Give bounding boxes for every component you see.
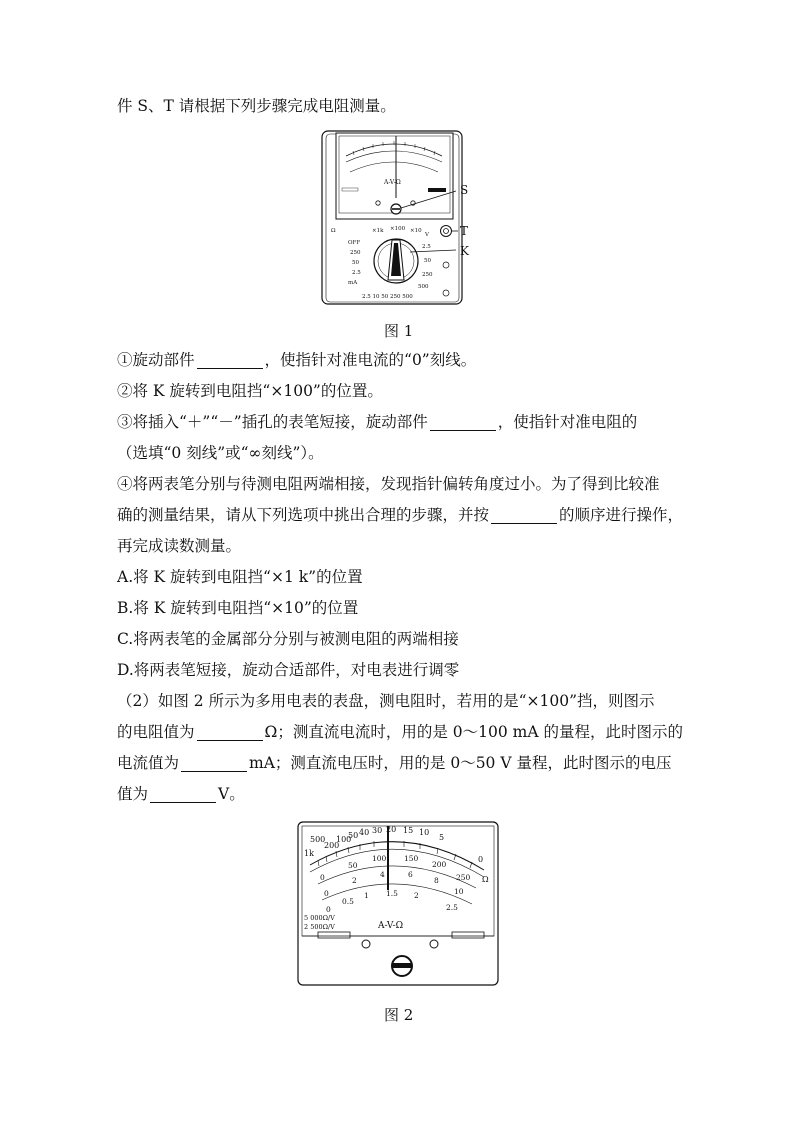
- q2-l4-a: 值为: [117, 785, 149, 803]
- inner-4: 4: [380, 870, 385, 879]
- fig1-label-s: S: [460, 183, 469, 197]
- answer-blank-1[interactable]: [197, 350, 263, 369]
- option-c: C.将两表笔的金属部分分别与被测电阻的两端相接: [117, 630, 459, 648]
- q2-l2-a: 的电阻值为: [117, 723, 195, 741]
- ohm-0: 0: [478, 855, 484, 864]
- inner-0: 0: [324, 889, 329, 898]
- step-4-line2: [117, 500, 684, 531]
- knob-v250: 250: [422, 272, 433, 278]
- mid-200: 200: [432, 860, 447, 869]
- q2-line4: [117, 779, 677, 810]
- knob-x10: ×10: [410, 228, 422, 234]
- q2-line1: （2）如图 2 所示为多用电表的表盘，测电阻时，若用的是“×100”挡，则图示: [117, 692, 655, 710]
- step-3-choice: （选填“0 刻线”或“∞刻线”）。: [117, 444, 324, 462]
- mid-0: 0: [320, 873, 325, 882]
- q2-l4-b: V。: [218, 785, 245, 803]
- knob-x1k: ×1k: [372, 228, 384, 234]
- mid-100: 100: [372, 854, 387, 863]
- option-b: B.将 K 旋转到电阻挡“×10”的位置: [117, 599, 359, 617]
- knob-v50: 50: [424, 258, 431, 264]
- inner-8: 8: [434, 876, 439, 885]
- figure2-meter-face: [296, 820, 502, 988]
- mid-150: 150: [404, 854, 419, 863]
- inner2-25: 2.5: [446, 903, 458, 912]
- knob-ma: mA: [348, 280, 358, 286]
- inner2-15: 1.5: [386, 889, 398, 898]
- step-2: ②将 K 旋转到电阻挡“×100”的位置。: [117, 382, 383, 400]
- mid-250: 250: [456, 873, 471, 882]
- answer-blank-2[interactable]: [430, 412, 496, 431]
- answer-blank-6[interactable]: [150, 784, 216, 803]
- q2-l2-b: Ω；测直流电流时，用的是 0～100 mA 的量程，此时图示的: [264, 723, 683, 741]
- figure1-multimeter: [318, 128, 488, 308]
- ohm-100: 100: [336, 835, 352, 844]
- figure2-caption: 图 2: [384, 1006, 414, 1024]
- knob-25: 2.5: [352, 270, 361, 276]
- spec-2500: 2 500Ω/V: [304, 923, 335, 931]
- step-1-b: ，使指针对准电流的“0”刻线。: [264, 351, 477, 369]
- inner2-2: 2: [414, 891, 419, 900]
- ohm-40: 40: [359, 828, 370, 837]
- ohm-50: 50: [348, 831, 359, 840]
- ohm-symbol: Ω: [482, 875, 489, 884]
- mid-50: 50: [348, 861, 358, 870]
- knob-x100: ×100: [390, 226, 406, 232]
- ohm-200: 200: [324, 841, 340, 850]
- option-a: A.将 K 旋转到电阻挡“×1 k”的位置: [117, 568, 363, 586]
- ohm-1k: 1k: [304, 849, 314, 858]
- fig1-label-t: T: [460, 224, 469, 238]
- q2-line3: [117, 748, 677, 779]
- step-4-line3: 再完成读数测量。: [117, 537, 242, 555]
- knob-v500: 500: [418, 284, 429, 290]
- knob-omega: Ω: [331, 228, 336, 234]
- fig1-label-k: K: [460, 244, 469, 258]
- q2-line2: [117, 717, 683, 748]
- inner2-0: 0: [326, 905, 331, 914]
- inner-10: 10: [454, 887, 464, 896]
- step-3-b: ，使指针对准电阻的: [497, 413, 638, 431]
- knob-off: OFF: [348, 240, 361, 246]
- knob-v: V: [425, 232, 429, 238]
- figure1-caption: 图 1: [384, 322, 414, 340]
- step-4-c: 的顺序进行操作，: [559, 506, 684, 524]
- ohm-15: 15: [403, 826, 414, 835]
- ohm-500: 500: [310, 835, 326, 844]
- step-1-a: ①旋动部件: [117, 351, 195, 369]
- knob-bottom: 2.5 10 50 250 500: [362, 294, 413, 300]
- fig2-dial-label: A-V-Ω: [378, 921, 404, 931]
- step-3-a: ③将插入“＋”“－”插孔的表笔短接，旋动部件: [117, 413, 428, 431]
- step-1: [117, 345, 677, 376]
- ohm-20: 20: [386, 825, 397, 834]
- ohm-5: 5: [439, 833, 445, 842]
- inner2-1: 1: [364, 891, 369, 900]
- knob-50: 50: [352, 260, 359, 266]
- step-3: [117, 407, 677, 438]
- answer-blank-4[interactable]: [197, 722, 263, 741]
- q2-l3-a: 电流值为: [117, 754, 180, 772]
- ohm-10: 10: [419, 828, 430, 837]
- knob-v25: 2.5: [422, 244, 431, 250]
- intro-line: 件 S、T 请根据下列步骤完成电阻测量。: [117, 97, 396, 115]
- q2-l3-b: mA；测直流电压时，用的是 0～50 V 量程，此时图示的电压: [249, 754, 672, 772]
- answer-blank-5[interactable]: [181, 753, 247, 772]
- inner-2: 2: [352, 876, 357, 885]
- step-4-b: 确的测量结果，请从下列选项中挑出合理的步骤，并按: [117, 506, 490, 524]
- step-4-line1: ④将两表笔分别与待测电阻两端相接，发现指针偏转角度过小。为了得到比较准: [117, 475, 660, 493]
- knob-250: 250: [350, 250, 361, 256]
- ohm-30: 30: [372, 826, 383, 835]
- spec-5000: 5 000Ω/V: [304, 914, 335, 922]
- fig1-dial-label: A-V-Ω: [384, 179, 401, 186]
- inner2-05: 0.5: [342, 897, 354, 906]
- inner-6: 6: [408, 870, 413, 879]
- option-d: D.将两表笔短接，旋动合适部件，对电表进行调零: [117, 661, 460, 679]
- answer-blank-3[interactable]: [491, 505, 557, 524]
